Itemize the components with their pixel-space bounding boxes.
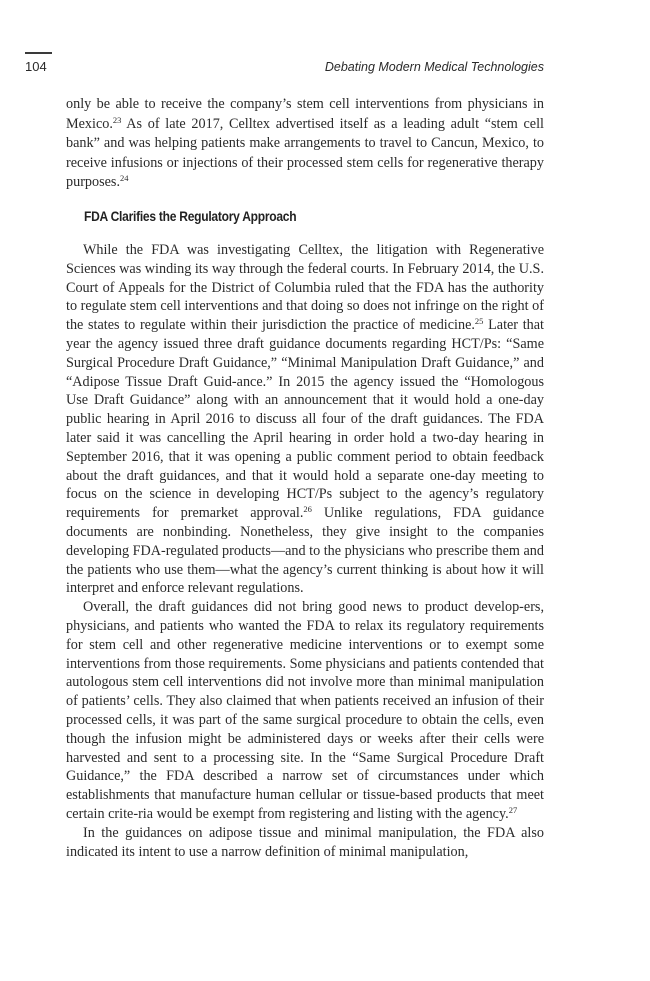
paragraph-adipose <box>66 824 544 862</box>
paragraph-litigation <box>66 241 544 598</box>
page-number: 104 <box>25 59 47 74</box>
paragraph-text: While the FDA was investigating Celltex, the litigation with Regenerative Sciences was winding its way through the federal courts. In February 2014, the U.S. Court of Appeals for the District of Columbia ruled that the FDA has the authority to regulate stem cell interventions and that doing so does not infringe on the right of the states to regulate within their jurisdiction the practice of medicine. <box>66 242 544 334</box>
paragraph-text: only be able to receive the company’s stem cell interventions from physicians in Mexico. <box>66 96 544 132</box>
footnote-ref: 25 <box>474 316 484 327</box>
paragraph-text: Later that year the agency issued three draft guidance documents regarding HCT/Ps: “Same Surgical Procedure Draft Guidance,” “Minimal Manipulation Draft Guidance,” and “Adipose Tissue Draft Guid-ance.” In 2015 the agency issued the “Homologous Use Draft Guidance” along with an announcement that it would hold a one-day public hearing in April 2016 to discuss all four of the draft guidances. The FDA later said it was cancelling the April hearing in order hold a two-day hearing in September 2016, that it was opening a public comment period to obtain feedback about the draft guidances, and that it would hold a separate one-day meeting to focus on the science in developing HCT/Ps subject to the agency’s regulatory requirements for premarket approval. <box>66 317 544 522</box>
running-title: Debating Modern Medical Technologies <box>324 60 544 74</box>
paragraph-text: Unlike regulations, FDA guidance documents are nonbinding. Nonetheless, they give insight to the companies developing FDA-regulated products—and to the physicians who prescribe them and the patients who use them—what the agency’s current thinking is about how it will interpret and enforce relevant regulations. <box>66 505 544 597</box>
section-heading: FDA Clarifies the Regulatory Approach <box>84 208 297 224</box>
paragraph-text: Overall, the draft guidances did not bring good news to product develop-ers, physicians, and patients who wanted the FDA to relax its regulatory requirements for stem cell and other regenerative medicine interventions or to exempt some interventions from those requirements. Some physicians and patients contended that autologous stem cell interventions did not involve more than minimal manipulation of patients’ cells. They also claimed that when patients received an infusion of their processed cells, it was part of the same surgical procedure to obtain the cells, even though the infusion might be administered days or weeks after their cells were harvested and sent to a processing site. In the “Same Surgical Procedure Draft Guidance,” the FDA described a narrow set of circumstances under which establishments that manufacture human cellular or tissue-based products that meet certain crite-ria would be exempt from registering and listing with the agency. <box>66 599 544 822</box>
paragraph-draft-guidances <box>66 598 544 824</box>
footnote-ref: 26 <box>303 504 312 515</box>
footnote-ref: 24 <box>120 173 129 183</box>
body-text-main <box>66 241 544 861</box>
footnote-ref: 27 <box>508 804 518 815</box>
body-text-top <box>66 95 544 193</box>
paragraph-intro <box>66 95 544 193</box>
paragraph-text: As of late 2017, Celltex advertised itself as a leading adult “stem cell bank” and was helping patients make arrangements to travel to Cancun, Mexico, to receive infusions or injections of their processed stem cells for regenerative therapy purposes. <box>66 115 544 190</box>
paragraph-text: In the guidances on adipose tissue and minimal manipulation, the FDA also indicated its intent to use a narrow definition of minimal manipulation, <box>66 824 544 860</box>
footnote-ref: 23 <box>112 114 122 125</box>
header-rule <box>25 52 52 54</box>
